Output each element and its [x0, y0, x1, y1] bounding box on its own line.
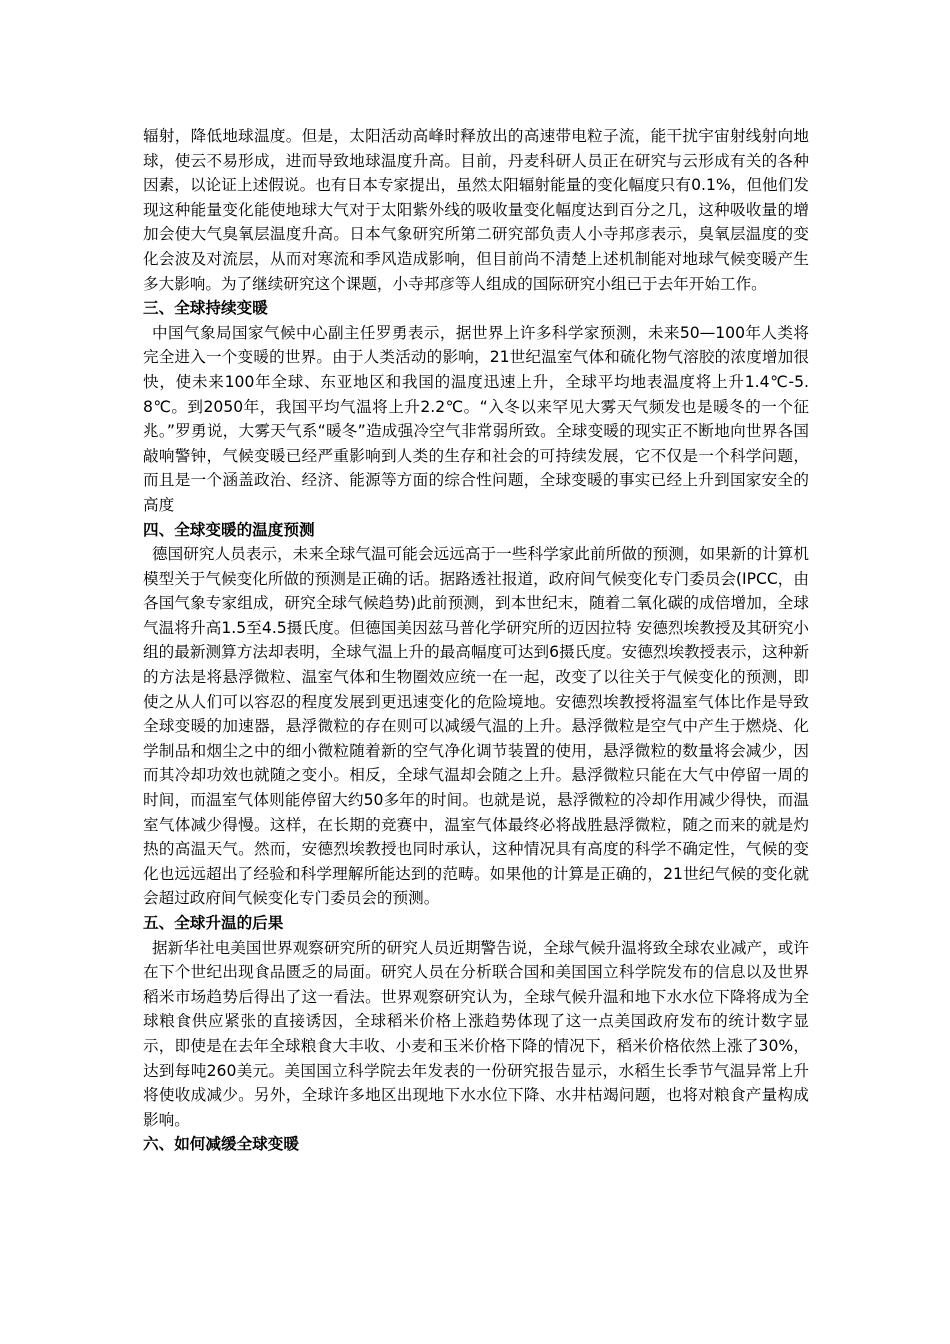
- section-heading-6: 六、如何减缓全球变暖: [143, 1135, 299, 1154]
- paragraph-temperature-prediction: 德国研究人员表示，未来全球气温可能会远远高于一些科学家此前所做的预测，如果新的计算机模型关于气候变化所做的预测是正确的话。据路透社报道，政府间气候变化专门委员会(IPCC，由各国气象专家组成，研究全球气候趋势)此前预测，到本世纪末，随着二氧化碳的成倍增加，全球气温将升高1.5至4.5摄氏度。但德国美因兹马普化学研究所的迈因拉特 安德烈埃教授及其研究小组的最新测算方法却表明，全球气温上升的最高幅度可达到6摄氏度。安德烈埃教授表示，这种新的方法是将悬浮微粒、温室气体和生物圈效应统一在一起，改变了以往关于气候变化的预测，即使之从人们可以容忍的程度发展到更迅速变化的危险境地。安德烈埃教授将温室气体比作是导致全球变暖的加速器，悬浮微粒的存在则可以减缓气温的上升。悬浮微粒是空气中产生于燃烧、化学制品和烟尘之中的细小微粒随着新的空气净化调节装置的使用，悬浮微粒的数量将会减少，因而其冷却功效也就随之变小。相反，全球气温却会随之上升。悬浮微粒只能在大气中停留一周的时间，而温室气体则能停留大约50多年的时间。也就是说，悬浮微粒的冷却作用减少得快，而温室气体减少得慢。这样，在长期的竞赛中，温室气体最终必将战胜悬浮微粒，随之而来的就是灼热的高温天气。然而，安德烈埃教授也同时承认，这种情况具有高度的科学不确定性，气候的变化也远远超出了经验和科学理解所能达到的范畴。如果他的计算是正确的，21世纪气候的变化就会超过政府间气候变化专门委员会的预测。: [143, 545, 809, 908]
- paragraph-solar-activity: 辐射，降低地球温度。但是，太阳活动高峰时释放出的高速带电粒子流，能干扰宇宙射线射向地球，使云不易形成，进而导致地球温度升高。目前，丹麦科研人员正在研究与云形成有关的各种因素，以论证上述假说。也有日本专家提出，虽然太阳辐射能量的变化幅度只有0.1%，但他们发现这种能量变化能使地球大气对于太阳紫外线的吸收量变化幅度达到百分之几，这种吸收量的增加会使大气臭氧层温度升高。日本气象研究所第二研究部负责人小寺邦彦表示，臭氧层温度的变化会波及对流层，从而对寒流和季风造成影响，但目前尚不清楚上述机制能对地球气候变暖产生多大影响。为了继续研究这个课题，小寺邦彦等人组成的国际研究小组已于去年开始工作。: [143, 127, 809, 293]
- section-heading-4: 四、全球变暖的温度预测: [143, 520, 315, 539]
- paragraph-continued-warming: 中国气象局国家气候中心副主任罗勇表示，据世界上许多科学家预测，未来50—100年人类将完全进入一个变暖的世界。由于人类活动的影响，21世纪温室气体和硫化物气溶胶的浓度增加很快，使未来100年全球、东亚地区和我国的温度迅速上升，全球平均地表温度将上升1.4℃-5.8℃。到2050年，我国平均气温将上升2.2℃。“入冬以来罕见大雾天气频发也是暖冬的一个征兆。”罗勇说，大雾天气系“暖冬”造成强冷空气非常弱所致。全球变暖的现实正不断地向世界各国敲响警钟，气候变暖已经严重影响到人类的生存和社会的可持续发展，它不仅是一个科学问题，而且是一个涵盖政治、经济、能源等方面的综合性问题，全球变暖的事实已经上升到国家安全的高度: [143, 323, 809, 514]
- document-page: [143, 124, 809, 1157]
- section-heading-3: 三、全球持续变暖: [143, 299, 268, 318]
- section-heading-5: 五、全球升温的后果: [143, 914, 284, 932]
- paragraph-warming-consequences: 据新华社电美国世界观察研究所的研究人员近期警告说，全球气候升温将致全球农业减产，或许在下个世纪出现食品匮乏的局面。研究人员在分析联合国和美国国立科学院发布的信息以及世界稻米市场趋势后得出了这一看法。世界观察研究认为，全球气候升温和地下水水位下降将成为全球粮食供应紧张的直接诱因，全球稻米价格上涨趋势体现了这一点美国政府发布的统计数字显示，即使是在去年全球粮食大丰收、小麦和玉米价格下降的情况下，稻米价格依然上涨了30%，达到每吨260美元。美国国立科学院去年发表的一份研究报告显示，水稻生长季节气温异常上升将使收成减少。另外，全球许多地区出现地下水水位下降、水井枯竭问题，也将对粮食产量构成影响。: [143, 938, 809, 1129]
